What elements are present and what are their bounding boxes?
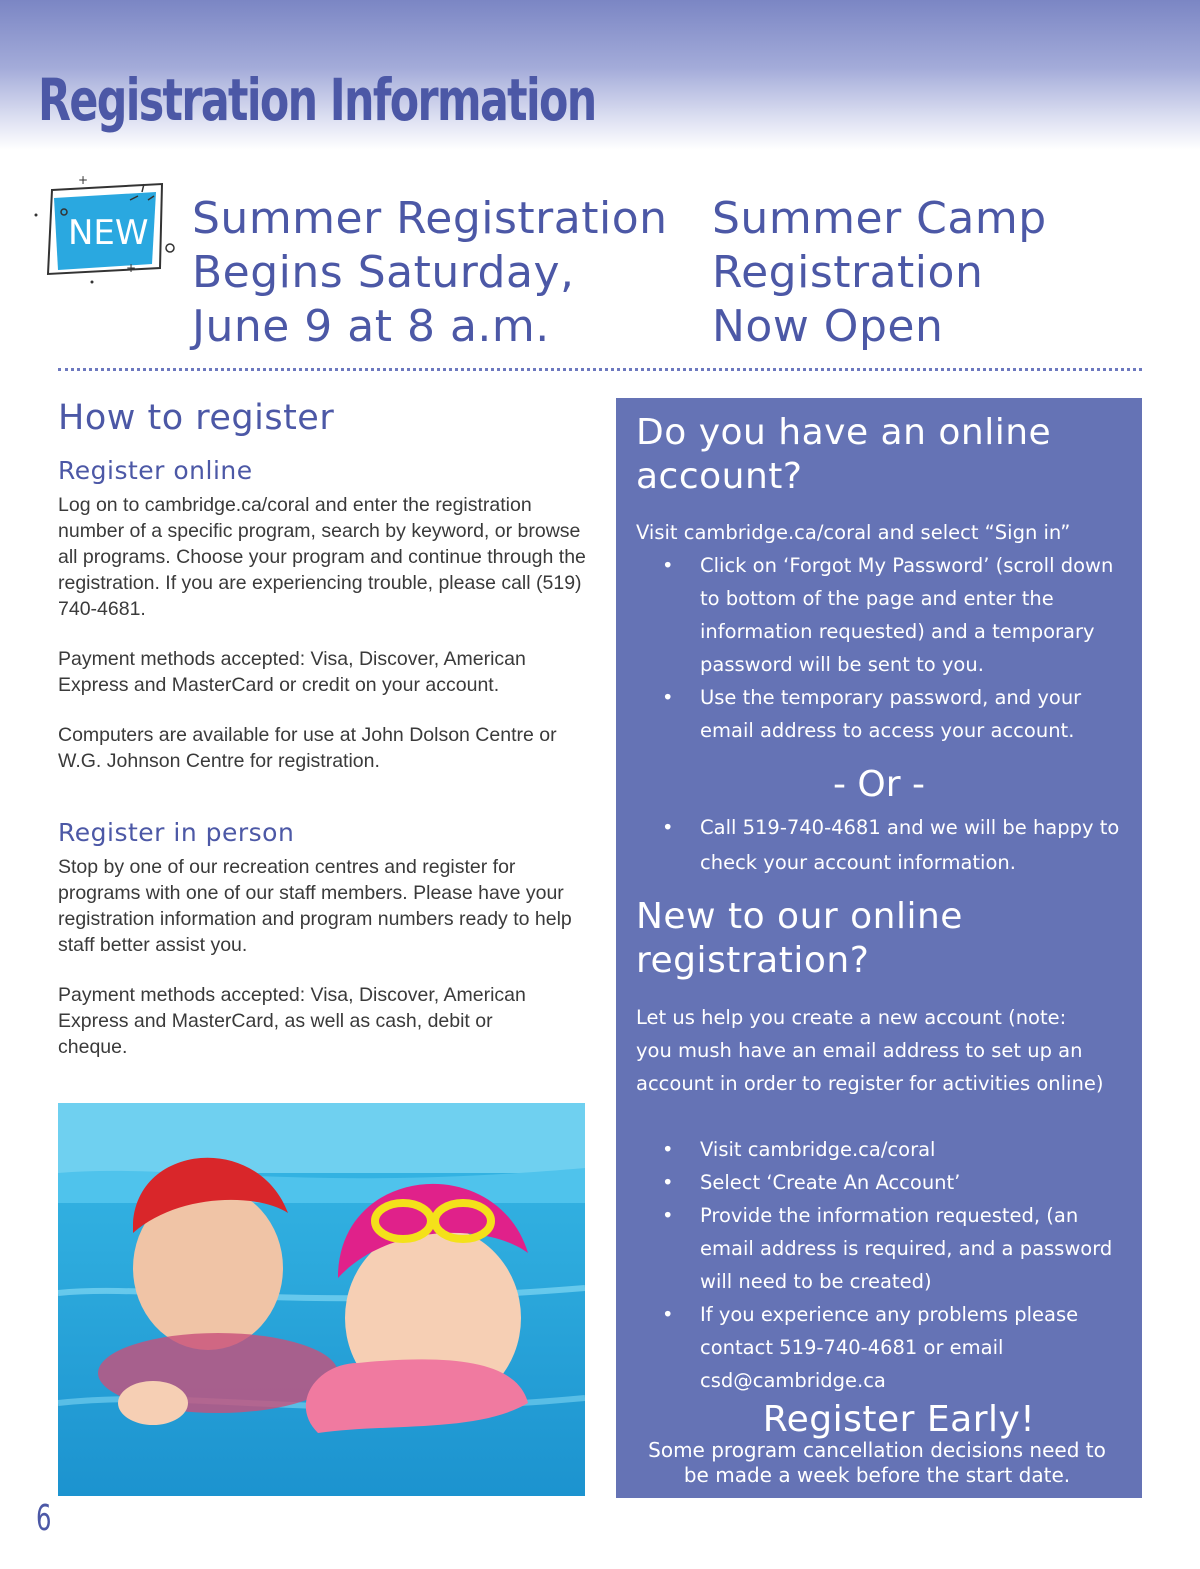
how-to-register-heading: How to register [58, 398, 335, 438]
svg-text:+: + [126, 261, 137, 275]
divider [58, 368, 1142, 371]
headline-line: Now Open [712, 301, 944, 352]
headline-line: Registration [712, 247, 984, 298]
list-item-text: Use the temporary password, and your email address to access your account. [700, 686, 1082, 742]
list-item [636, 1298, 1126, 1397]
account-steps-list [636, 549, 1126, 747]
list-item [636, 549, 1126, 681]
register-early-title: Register Early! [762, 1399, 1036, 1440]
register-in-person-heading: Register in person [58, 818, 295, 847]
register-in-person-text: Stop by one of our recreation centres and register for programs with one of our staff members. Please have your registration information and program numbers ready to help staff better assist you. [58, 856, 572, 956]
list-item [636, 1166, 1126, 1199]
list-item [636, 681, 1126, 747]
page-title: Registration Information [38, 66, 596, 134]
list-item-text: Provide the information requested, (an email address is required, and a password will need to be created) [700, 1204, 1113, 1293]
bullet-icon: • [662, 1204, 674, 1227]
bullet-icon: • [662, 816, 674, 839]
how-to-register-section [58, 398, 588, 1060]
sign-in-instructions: Visit cambridge.ca/coral and select “Sign in” [636, 521, 1071, 544]
online-account-heading: Do you have an online account? [636, 412, 1052, 497]
computers-available-text: Computers are available for use at John Dolson Centre or W.G. Johnson Centre for registration. [58, 724, 557, 772]
list-item [636, 1199, 1126, 1298]
badge-label: NEW [68, 213, 149, 253]
swimming-photo [58, 1103, 585, 1496]
list-item-text: Select ‘Create An Account’ [700, 1171, 961, 1194]
list-item-text: If you experience any problems please contact 519-740-4681 or email csd@cambridge.ca [700, 1303, 1079, 1392]
register-online-heading: Register online [58, 456, 253, 485]
new-account-steps-list [636, 1133, 1126, 1397]
bullet-icon: • [662, 1171, 674, 1194]
new-account-intro: Let us help you create a new account (note: you mush have an email address to set up an account in order to register for activities online) [636, 1006, 1104, 1095]
headline-line: Summer Registration [192, 193, 668, 244]
headline-line: June 9 at 8 a.m. [192, 301, 550, 352]
new-registration-heading: New to our online registration? [636, 896, 963, 981]
payment-methods-online: Payment methods accepted: Visa, Discover, American Express and MasterCard or credit on your account. [58, 648, 526, 696]
svg-text:+: + [78, 173, 89, 187]
list-item-text: Call 519-740-4681 and we will be happy to check your account information. [700, 816, 1120, 874]
list-item [636, 1133, 1126, 1166]
or-separator: - Or - [832, 764, 925, 805]
cancellation-note: Some program cancellation decisions need to be made a week before the start date. [648, 1438, 1106, 1487]
bullet-icon: • [662, 686, 674, 709]
summer-registration-headline [192, 192, 668, 354]
bullet-icon: • [662, 554, 674, 577]
bullet-icon: • [662, 1138, 674, 1161]
new-badge [30, 170, 180, 285]
headline-line: Summer Camp [712, 193, 1047, 244]
register-online-text: Log on to cambridge.ca/coral and enter the registration number of a specific program, search by keyword, or browse all programs. Choose your program and continue through the registration. If you are experiencing trouble, please call (519) 740-4681. [58, 494, 586, 620]
headline-line: Begins Saturday, [192, 247, 575, 298]
call-list [636, 810, 1126, 880]
list-item [636, 810, 1126, 880]
payment-methods-in-person: Payment methods accepted: Visa, Discover, American Express and MasterCard, as well as cash, debit or cheque. [58, 984, 526, 1058]
list-item-text: Visit cambridge.ca/coral [700, 1138, 936, 1161]
summer-camp-headline [712, 192, 1047, 354]
bullet-icon: • [662, 1303, 674, 1326]
page-number: 6 [36, 1498, 52, 1539]
list-item-text: Click on ‘Forgot My Password’ (scroll down to bottom of the page and enter the information requested) and a temporary password will be sent to you. [700, 554, 1114, 676]
online-account-panel [616, 398, 1142, 1498]
